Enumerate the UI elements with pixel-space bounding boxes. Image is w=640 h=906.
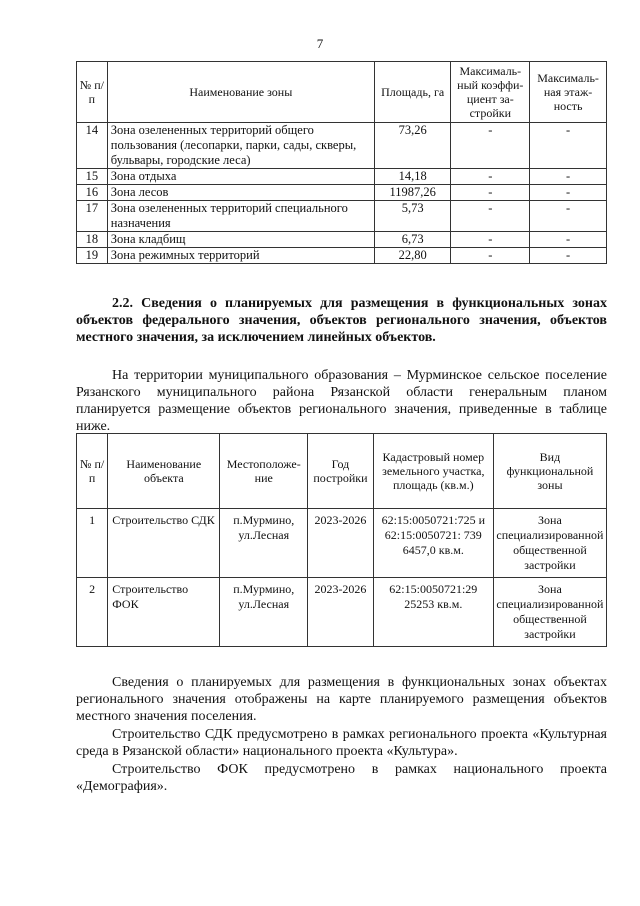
zone-num: 19: [77, 248, 108, 264]
closing-paragraph-1: Сведения о планируемых для размещения в функциональных зонах объектах регионального значения отображены на карте планируемого размещения объектов местного значения поселения.: [76, 675, 607, 724]
header-year: Год постройки: [308, 434, 374, 509]
zone-area: 5,73: [374, 201, 451, 232]
zone-num: 17: [77, 201, 108, 232]
object-year: 2023-2026: [308, 509, 374, 578]
header-zone-name: Наименование зоны: [107, 62, 374, 123]
object-num: 2: [77, 578, 108, 647]
table-row: [77, 169, 607, 185]
table-row: [77, 232, 607, 248]
section-heading: 2.2. Сведения о планируемых для размещения в функциональных зонах объектов федерального значения, объектов регионального значения, объектов местного значения, за исключением линейных объектов.: [76, 296, 607, 345]
header-num: № п/п: [77, 62, 108, 123]
object-location: п.Мурмино, ул.Лесная: [220, 578, 308, 647]
closing-paragraph-3: Строительство ФОК предусмотрено в рамках национального проекта «Демография».: [76, 762, 607, 794]
header-area: Площадь, га: [374, 62, 451, 123]
zone-num: 15: [77, 169, 108, 185]
zone-name: Зона лесов: [107, 185, 374, 201]
header-cadastral: Кадастровый номер земельного участка, площадь (кв.м.): [373, 434, 493, 509]
zone-area: 11987,26: [374, 185, 451, 201]
object-cadastral: 62:15:0050721:725 и 62:15:0050721: 739 6457,0 кв.м.: [373, 509, 493, 578]
zone-name: Зона озелененных территорий общего пользования (лесопарки, парки, сады, скверы, бульвары, городские леса): [107, 123, 374, 169]
header-num: № п/п: [77, 434, 108, 509]
object-year: 2023-2026: [308, 578, 374, 647]
object-name: Строительство ФОК: [108, 578, 220, 647]
zone-coefficient: -: [451, 201, 530, 232]
object-zone-type: Зона специализированной общественной застройки: [493, 578, 606, 647]
table-header-row: [77, 62, 607, 123]
zone-name: Зона режимных территорий: [107, 248, 374, 264]
zone-area: 14,18: [374, 169, 451, 185]
zones-table-body: [77, 123, 607, 264]
objects-table: [76, 433, 607, 647]
object-zone-type: Зона специализированной общественной застройки: [493, 509, 606, 578]
zone-area: 6,73: [374, 232, 451, 248]
zone-coefficient: -: [451, 123, 530, 169]
zone-coefficient: -: [451, 232, 530, 248]
zone-coefficient: -: [451, 169, 530, 185]
zone-floors: -: [530, 169, 607, 185]
table-row: [77, 248, 607, 264]
header-coefficient: Максималь-ный коэффи-циент за-стройки: [451, 62, 530, 123]
header-object-name: Наименование объекта: [108, 434, 220, 509]
table-header-row: [77, 434, 607, 509]
table-row: [77, 123, 607, 169]
zone-area: 22,80: [374, 248, 451, 264]
closing-paragraph-2: Строительство СДК предусмотрено в рамках регионального проекта «Культурная среда в Рязанской области» национального проекта «Культура».: [76, 727, 607, 759]
page-number: 7: [316, 36, 324, 51]
header-zone-type: Вид функциональной зоны: [493, 434, 606, 509]
objects-table-body: [77, 509, 607, 647]
table-row: [77, 578, 607, 647]
zone-num: 18: [77, 232, 108, 248]
zone-coefficient: -: [451, 248, 530, 264]
zone-num: 14: [77, 123, 108, 169]
zone-name: Зона отдыха: [107, 169, 374, 185]
table-row: [77, 201, 607, 232]
zones-table: [76, 61, 607, 264]
object-cadastral: 62:15:0050721:29 25253 кв.м.: [373, 578, 493, 647]
zone-floors: -: [530, 123, 607, 169]
zone-floors: -: [530, 185, 607, 201]
header-location: Местоположе-ние: [220, 434, 308, 509]
zone-coefficient: -: [451, 185, 530, 201]
zone-name: Зона кладбищ: [107, 232, 374, 248]
intro-paragraph: На территории муниципального образования – Мурминское сельское поселение Рязанского муниципального района Рязанской области генеральным планом планируется размещение объектов регионального значения, приведенные в таблице ниже.: [76, 368, 607, 434]
object-name: Строительство СДК: [108, 509, 220, 578]
table-row: [77, 185, 607, 201]
zone-floors: -: [530, 232, 607, 248]
object-location: п.Мурмино, ул.Лесная: [220, 509, 308, 578]
object-num: 1: [77, 509, 108, 578]
zone-area: 73,26: [374, 123, 451, 169]
zone-floors: -: [530, 248, 607, 264]
header-floors: Максималь-ная этаж-ность: [530, 62, 607, 123]
table-row: [77, 509, 607, 578]
zone-num: 16: [77, 185, 108, 201]
zone-floors: -: [530, 201, 607, 232]
zone-name: Зона озелененных территорий специального назначения: [107, 201, 374, 232]
